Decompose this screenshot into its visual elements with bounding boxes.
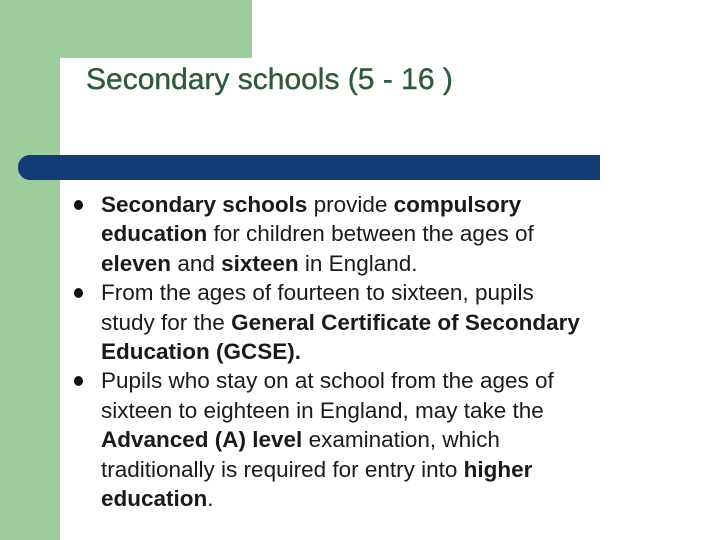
bullet-text-line	[101, 366, 674, 395]
bullet-text-line	[101, 484, 674, 513]
bullet-text-line	[101, 249, 674, 278]
bullet-text-line	[101, 219, 674, 248]
bold-text-run: Secondary schools	[101, 192, 308, 217]
text-run: in England.	[298, 250, 418, 276]
bold-text-run: eleven	[101, 250, 172, 276]
bullet-text-line	[101, 425, 674, 454]
text-run: and	[171, 250, 222, 276]
green-side-band	[0, 0, 60, 540]
green-top-band	[0, 0, 252, 58]
title-divider-bar	[18, 155, 600, 180]
bold-text-run: sixteen	[221, 250, 299, 276]
bullet-text-line	[101, 308, 674, 337]
bold-text-run: General Certificate of Secondary	[231, 309, 580, 335]
text-run: provide	[307, 192, 394, 217]
text-run: .	[207, 486, 214, 512]
bold-text-run: education	[101, 221, 208, 247]
bullet-list	[74, 190, 674, 513]
bullet-text-line	[101, 455, 674, 484]
bullet-dot-icon	[74, 288, 83, 298]
bullet-text	[101, 366, 674, 513]
bold-text-run: Education (GCSE).	[101, 339, 302, 365]
bullet-dot-icon	[74, 376, 83, 386]
bullet-text-line	[101, 396, 674, 425]
bullet-item	[74, 190, 674, 278]
bullet-text	[101, 278, 674, 366]
bullet-item	[74, 278, 674, 366]
text-run: for children between the ages of	[207, 221, 534, 247]
bullet-dot-icon	[74, 200, 83, 210]
text-run: Pupils who stay on at school from the ages of	[101, 368, 554, 394]
text-run: traditionally is required for entry into	[101, 456, 464, 482]
bold-text-run: Advanced (A) level	[101, 427, 303, 453]
bullet-item	[74, 366, 674, 513]
text-run: From the ages of fourteen to sixteen, pupils	[101, 280, 534, 306]
bullet-text-line	[101, 337, 674, 366]
bold-text-run: education	[101, 486, 208, 512]
bullet-text-line	[101, 278, 674, 307]
text-run: sixteen to eighteen in England, may take the	[101, 397, 544, 423]
bullet-text	[101, 190, 674, 278]
slide-title: Secondary schools (5 - 16 )	[86, 63, 453, 96]
bold-text-run: higher	[463, 456, 533, 482]
text-run: study for the	[101, 309, 232, 335]
bullet-text-line	[101, 190, 674, 219]
text-run: examination, which	[302, 427, 500, 453]
bold-text-run: compulsory	[393, 192, 522, 217]
